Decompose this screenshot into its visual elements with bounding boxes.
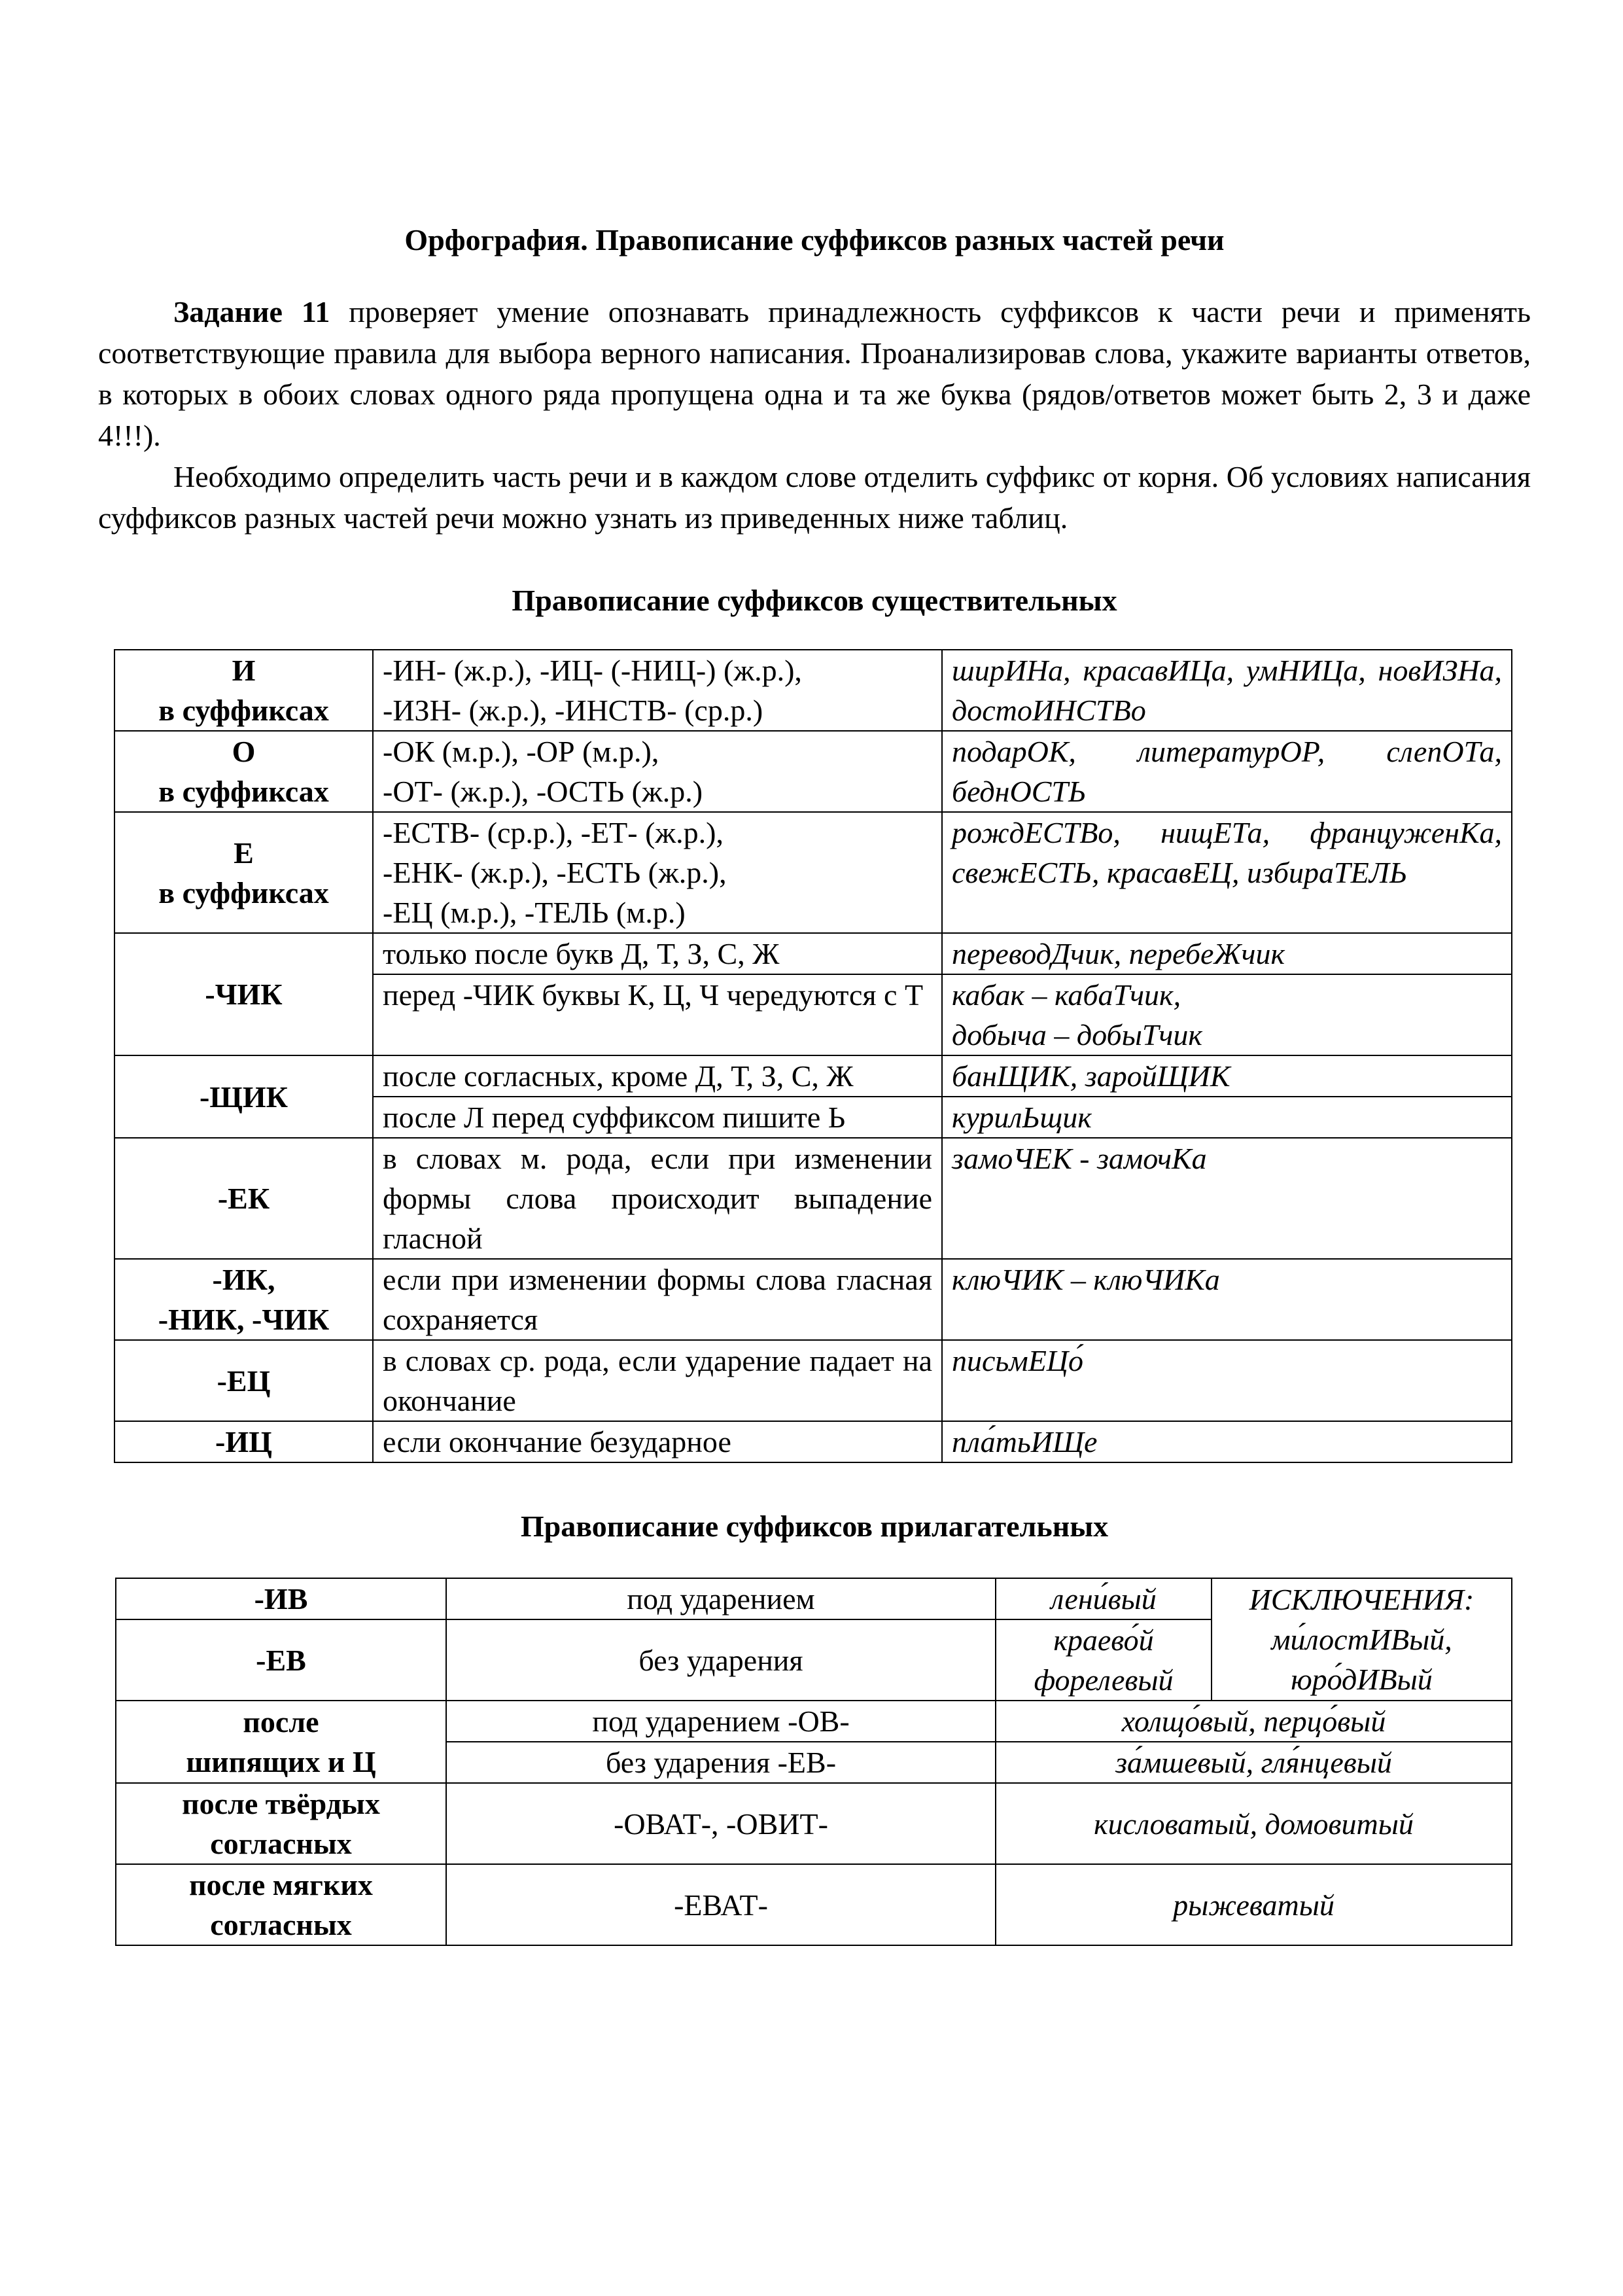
rule-cell: -ЕСТВ- (ср.р.), -ЕТ- (ж.р.), -ЕНК- (ж.р.), -ЕСТЬ (ж.р.), -ЕЦ (м.р.), -ТЕЛЬ (м.р.) — [373, 812, 942, 933]
example-cell: холщо́вый, перцо́вый — [996, 1701, 1512, 1742]
table-row — [116, 1701, 1512, 1742]
suffix-header-cell: после шипящих и Ц — [116, 1701, 446, 1783]
suffix-header-cell: И в суффиксах — [114, 650, 373, 731]
intro-paragraph-1-text: проверяет умение опознавать принадлежность суффиксов к части речи и применять соответствующие правила для выбора верного написания. Проанализировав слова, укажите варианты ответов, в которых в обоих словах одного ряда пропущена одна и та же буква (рядов/ответов может быть 2, 3 и даже 4!!!). — [98, 295, 1531, 452]
table-row — [114, 1340, 1512, 1421]
suffix-header-cell: после мягких согласных — [116, 1864, 446, 1945]
nouns-table-title: Правописание суффиксов существительных — [512, 584, 1117, 617]
example-cell: кабак – кабаТчик, добыча – добыТчик — [942, 974, 1512, 1055]
example-cell: пла́тьИЩе — [942, 1421, 1512, 1462]
intro-paragraph-1 — [98, 291, 1531, 456]
table-row — [114, 933, 1512, 974]
example-cell: клюЧИК – клюЧИКа — [942, 1259, 1512, 1340]
table-row — [114, 650, 1512, 731]
suffix-header-cell: -ИК, -НИК, -ЧИК — [114, 1259, 373, 1340]
table-row — [116, 1783, 1512, 1864]
rule-cell: -ОК (м.р.), -ОР (м.р.), -ОТ- (ж.р.), -ОСТЬ (ж.р.) — [373, 731, 942, 812]
table-row — [114, 1259, 1512, 1340]
example-cell: за́мшевый, гля́нцевый — [996, 1742, 1512, 1783]
rule-cell: после Л перед суффиксом пишите Ь — [373, 1097, 942, 1138]
rule-cell: -ОВАТ-, -ОВИТ- — [446, 1783, 996, 1864]
rule-cell: перед -ЧИК буквы К, Ц, Ч чередуются с Т — [373, 974, 942, 1055]
document-page — [98, 222, 1531, 1946]
rule-cell: без ударения — [446, 1619, 996, 1701]
suffix-header-cell: -ЧИК — [114, 933, 373, 1055]
task-label: Задание 11 — [173, 295, 330, 328]
suffix-header-cell: после твёрдых согласных — [116, 1783, 446, 1864]
rule-cell: после согласных, кроме Д, Т, З, С, Ж — [373, 1055, 942, 1097]
example-cell: подарОК, литературОР, слепОТа, беднОСТЬ — [942, 731, 1512, 812]
example-cell: ширИНа, красавИЦа, умНИЦа, новИЗНа, достоИНСТВо — [942, 650, 1512, 731]
suffix-header-cell: -ЕВ — [116, 1619, 446, 1701]
rule-cell: только после букв Д, Т, З, С, Ж — [373, 933, 942, 974]
suffix-header-cell: -ЕК — [114, 1138, 373, 1259]
suffix-header-cell: О в суффиксах — [114, 731, 373, 812]
adjectives-suffix-table — [115, 1578, 1512, 1946]
rule-cell: под ударением — [446, 1578, 996, 1619]
example-cell: рождЕСТВо, нищЕТа, француженКа, свежЕСТЬ, красавЕЦ, избираТЕЛЬ — [942, 812, 1512, 933]
example-cell: замоЧЕК - замочКа — [942, 1138, 1512, 1259]
rule-cell: если окончание безударное — [373, 1421, 942, 1462]
example-cell: кисловатый, домовитый — [996, 1783, 1512, 1864]
example-cell: письмЕЦо́ — [942, 1340, 1512, 1421]
table-row — [114, 812, 1512, 933]
rule-cell: без ударения -ЕВ- — [446, 1742, 996, 1783]
rule-cell: в словах ср. рода, если ударение падает на окончание — [373, 1340, 942, 1421]
table-row — [114, 1138, 1512, 1259]
example-cell: краево́й форелевый — [996, 1619, 1212, 1701]
example-cell: рыжеватый — [996, 1864, 1512, 1945]
nouns-suffix-table — [114, 649, 1512, 1463]
suffix-header-cell: -ИЦ — [114, 1421, 373, 1462]
rule-cell: если при изменении формы слова гласная сохраняется — [373, 1259, 942, 1340]
rule-cell: -ЕВАТ- — [446, 1864, 996, 1945]
exceptions-cell: ИСКЛЮЧЕНИЯ: ми́лостИВый, юро́дИВый — [1212, 1578, 1512, 1701]
suffix-header-cell: -ИВ — [116, 1578, 446, 1619]
rule-cell: -ИН- (ж.р.), -ИЦ- (-НИЦ-) (ж.р.), -ИЗН- (ж.р.), -ИНСТВ- (ср.р.) — [373, 650, 942, 731]
adjectives-table-title: Правописание суффиксов прилагательных — [520, 1510, 1109, 1543]
table-row — [114, 731, 1512, 812]
rule-cell: в словах м. рода, если при изменении формы слова происходит выпадение гласной — [373, 1138, 942, 1259]
table-row — [116, 1864, 1512, 1945]
document-title: Орфография. Правописание суффиксов разных частей речи — [404, 223, 1225, 256]
rule-cell: под ударением -ОВ- — [446, 1701, 996, 1742]
example-cell: банЩИК, заройЩИК — [942, 1055, 1512, 1097]
suffix-header-cell: -ЕЦ — [114, 1340, 373, 1421]
intro-paragraph-2: Необходимо определить часть речи и в каждом слове отделить суффикс от корня. Об условиях написания суффиксов разных частей речи можно узнать из приведенных ниже таблиц. — [98, 460, 1531, 535]
suffix-header-cell: -ЩИК — [114, 1055, 373, 1138]
example-cell: курилЬщик — [942, 1097, 1512, 1138]
example-cell: лени́вый — [996, 1578, 1212, 1619]
table-row — [116, 1578, 1512, 1619]
table-row — [114, 1421, 1512, 1462]
example-cell: переводДчик, перебеЖчик — [942, 933, 1512, 974]
table-row — [114, 1055, 1512, 1097]
suffix-header-cell: Е в суффиксах — [114, 812, 373, 933]
